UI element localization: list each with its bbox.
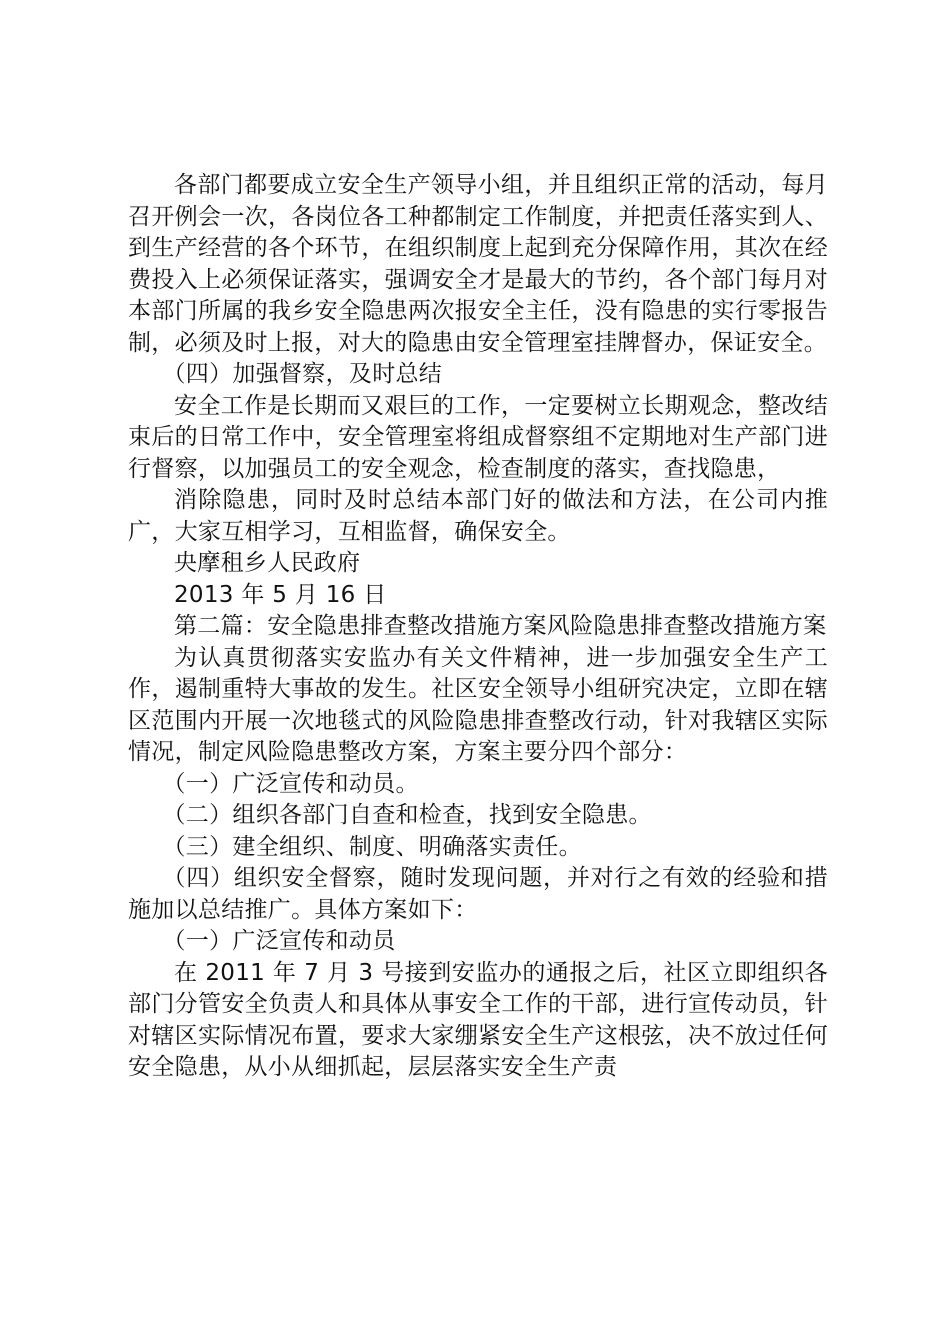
list-item-part-1: （一）广泛宣传和动员。 xyxy=(162,770,419,797)
section-heading-publicity: （一）广泛宣传和动员 xyxy=(162,928,396,954)
list-item-part-4: （四）组织安全督察，随时发现问题，并对行之有效的经验和措施加以总结推广。具体方案如下： xyxy=(128,865,828,923)
paragraph-publicity-detail: 在 2011 年 7 月 3 号接到安监办的通报之后，社区立即组织各部门分管安全负责人和具体从事安全工作的干部，进行宣传动员，针对辖区实际情况布置，要求大家绷紧安全生产这根弦，决不放过任何安全隐患，从小从细抓起，层层落实安全生产责 xyxy=(128,959,828,1080)
paragraph-plan-intro: 为认真贯彻落实安监办有关文件精神，进一步加强安全生产工作，遏制重特大事故的发生。社区安全领导小组研究决定，立即在辖区范围内开展一次地毯式的风险隐患排查整改行动，针对我辖区实际情况，制定风险隐患整改方案，方案主要分四个部分： xyxy=(128,644,828,765)
list-item-part-3: （三）建全组织、制度、明确落实责任。 xyxy=(162,833,582,860)
document-body xyxy=(128,170,828,1084)
signature-date: 2013 年 5 月 16 日 xyxy=(174,581,387,608)
list-item-part-2: （二）组织各部门自查和检查，找到安全隐患。 xyxy=(162,802,652,828)
chapter-title-second: 第二篇：安全隐患排查整改措施方案风险隐患排查整改措施方案 xyxy=(174,613,827,639)
paragraph-eliminate-hazards: 消除隐患，同时及时总结本部门好的做法和方法，在公司内推广，大家互相学习，互相监督，确保安全。 xyxy=(128,487,828,545)
paragraph-long-term-work: 安全工作是长期而又艰巨的工作，一定要树立长期观念，整改结束后的日常工作中，安全管理室将组成督察组不定期地对生产部门进行督察，以加强员工的安全观念，检查制度的落实，查找隐患， xyxy=(128,392,828,482)
section-heading-supervision: （四）加强督察，及时总结 xyxy=(162,361,443,387)
paragraph-safety-organization: 各部门都要成立安全生产领导小组，并且组织正常的活动，每月召开例会一次，各岗位各工种都制定工作制度，并把责任落实到人、到生产经营的各个环节，在组织制度上起到充分保障作用，其次在经费投入上必须保证落实，强调安全才是最大的节约，各个部门每月对本部门所属的我乡安全隐患两次报安全主任，没有隐患的实行零报告制，必须及时上报，对大的隐患由安全管理室挂牌督办，保证安全。 xyxy=(128,172,828,356)
signature-organization: 央摩租乡人民政府 xyxy=(174,550,361,576)
